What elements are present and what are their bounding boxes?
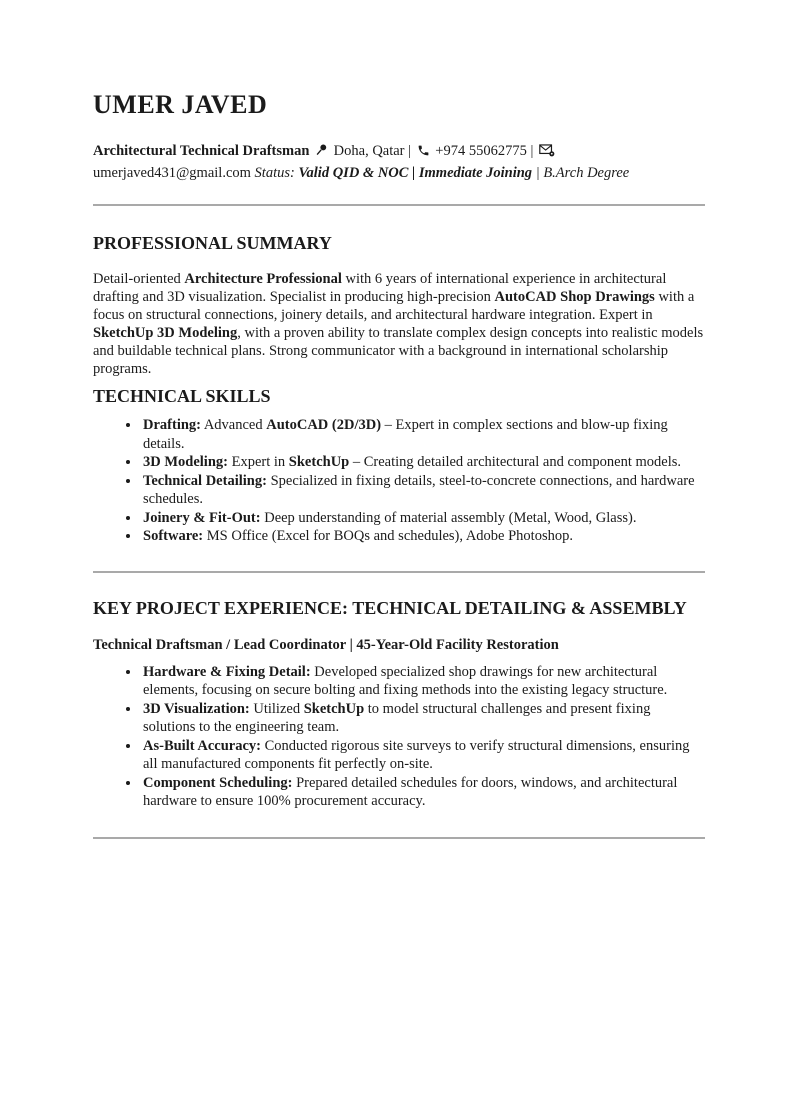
contact-line-1 <box>93 141 705 163</box>
list-item: • Technical Detailing: Specialized in fixing details, steel-to-concrete connections, and hardware schedules. <box>141 472 705 509</box>
list-item: • 3D Visualization: Utilized SketchUp to model structural challenges and present fixing solutions to the engineering team. <box>141 700 705 737</box>
phone-icon <box>417 143 430 163</box>
list-item: • Drafting: Advanced AutoCAD (2D/3D) – Expert in complex sections and blow-up fixing details. <box>141 416 705 453</box>
section-heading-key-project-experience: KEY PROJECT EXPERIENCE: TECHNICAL DETAILING & ASSEMBLY <box>93 597 687 618</box>
page-title: UMER JAVED <box>93 90 268 119</box>
section-heading-technical-skills: TECHNICAL SKILLS <box>93 386 271 406</box>
project-experience-list <box>93 663 705 811</box>
job-title: Architectural Technical Draftsman <box>93 143 310 159</box>
phone-number: +974 55062775 <box>435 143 527 159</box>
email-envelope-icon <box>539 143 555 163</box>
location-pin-icon <box>315 143 328 163</box>
separator: | <box>530 143 534 159</box>
list-item: • Hardware & Fixing Detail: Developed specialized shop drawings for new architectural elements, focusing on secure bolting and fixing methods into the existing legacy structure. <box>141 663 705 700</box>
resume-page <box>0 90 791 839</box>
section-heading-professional-summary: PROFESSIONAL SUMMARY <box>93 233 332 253</box>
horizontal-rule <box>93 571 705 573</box>
location-text: Doha, Qatar <box>333 143 405 159</box>
horizontal-rule <box>93 204 705 206</box>
list-item: • As-Built Accuracy: Conducted rigorous site surveys to verify structural dimensions, ensuring all manufactured components fit perfectly on-site. <box>141 737 705 774</box>
list-item: • Component Scheduling: Prepared detailed schedules for doors, windows, and architectural hardware to ensure 100% procurement accuracy. <box>141 774 705 811</box>
list-item: • 3D Modeling: Expert in SketchUp – Creating detailed architectural and component models. <box>141 453 705 472</box>
separator: | <box>408 143 412 159</box>
project-role-subheading: Technical Draftsman / Lead Coordinator | 45-Year-Old Facility Restoration <box>93 636 559 653</box>
technical-skills-list <box>93 416 705 546</box>
list-item: • Software: MS Office (Excel for BOQs and schedules), Adobe Photoshop. <box>141 527 705 546</box>
contact-info <box>93 141 705 183</box>
horizontal-rule <box>93 837 705 839</box>
contact-line-2: umerjaved431@gmail.com Status: Valid QID & NOC | Immediate Joining | B.Arch Degree <box>93 165 630 181</box>
professional-summary-text: Detail-oriented Architecture Professional with 6 years of international experience in architectural drafting and 3D visualization. Specialist in producing high-precision AutoCAD Shop Drawings with a focus on structural connections, joinery details, and architectural hardware integration. Expert in SketchUp 3D Modeling, with a proven ability to translate complex design concepts into realistic models and buildable technical plans. Strong communicator with a background in international scholarship programs. <box>93 271 704 377</box>
list-item: • Joinery & Fit-Out: Deep understanding of material assembly (Metal, Wood, Glass). <box>141 509 705 528</box>
